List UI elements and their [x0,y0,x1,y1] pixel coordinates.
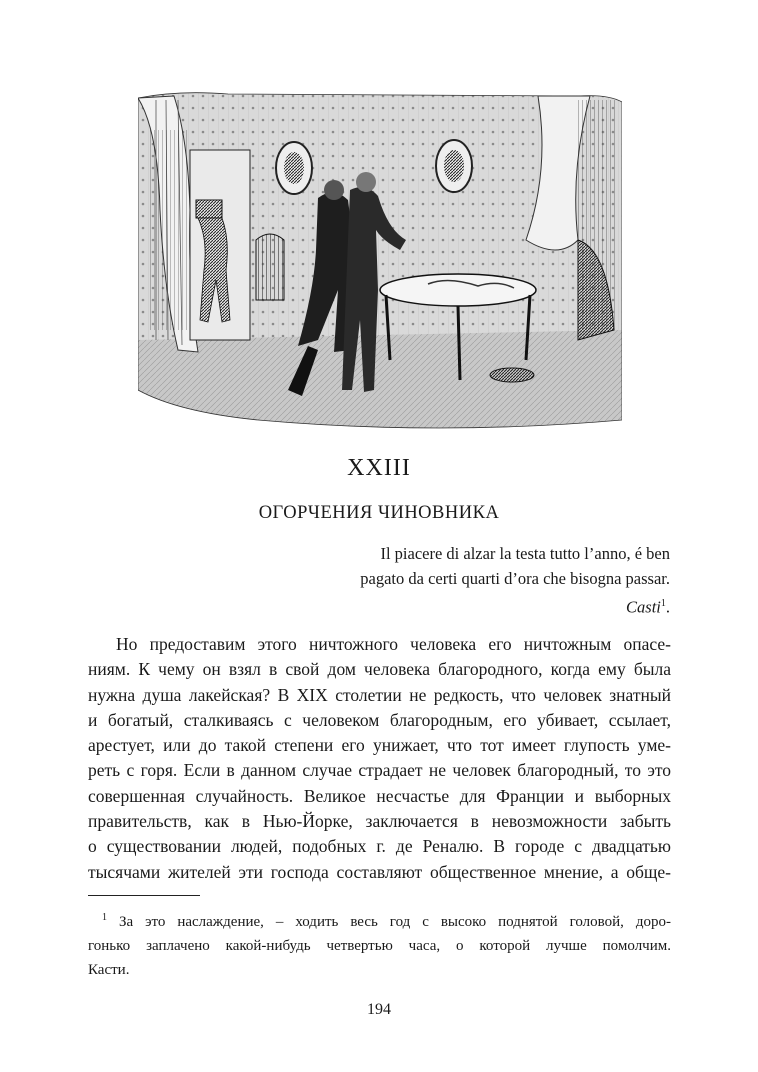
body-paragraph [88,632,671,885]
footnote-line: гонько заплачено какой-нибудь четвертью часа, о которой лучше помолчим. [88,938,671,954]
footnote-number: 1 [102,912,107,923]
epigraph-attribution [210,591,670,620]
text-line: арестует, или до такой степени его унижает, что тот имеет глупость уме- [88,735,671,756]
epigraph-period: . [665,597,670,617]
chapter-title: ОГОРЧЕНИЯ ЧИНОВНИКА [258,503,500,523]
text-line: правительств, как в Нью-Йорке, заключается в невозможности забыть [88,811,671,832]
text-line: Но предоставим этого ничтожного человека его ничтожным опасе- [116,634,671,654]
epigraph-author: Casti [626,597,661,617]
text-line: тысячами жителей эти господа составляют общественное мнение, а обще- [88,861,671,882]
text-line: совершенная случайность. Великое несчастье для Франции и выборных [88,785,671,806]
footnote [88,906,671,982]
epigraph [210,541,670,620]
text-line: реть с горя. Если в данном случае страдает не человек благородный, то это [88,760,671,781]
text-line: нужна душа лакейская? В XIX столетии не редкость, что человек знатный [88,684,671,705]
footnote-line: Касти. [88,962,130,978]
chapter-illustration [138,90,622,434]
epigraph-line: Il piacere di alzar la testa tutto l’anno, é ben [380,544,670,563]
text-line: и богатый, сталкиваясь с человеком благородным, его убивает, ссылает, [88,709,671,730]
footnote-text: За это наслаждение, – ходить весь год с высоко поднятой головой, доро- [118,914,671,930]
footnote-divider [88,895,200,896]
footnote-marker[interactable]: 1 [660,598,666,609]
footnote-line [88,906,671,934]
text-line: о существовании людей, подобных г. де Реналю. В городе с двадцатью [88,836,671,857]
page-number: 194 [367,1001,391,1018]
epigraph-line: pagato da certi quarti d’ora che bisogna passar. [360,569,670,588]
text-line: ниям. К чему он взял в свой дом человека благородного, когда ему была [88,659,671,680]
chapter-number: XXIII [347,455,411,481]
